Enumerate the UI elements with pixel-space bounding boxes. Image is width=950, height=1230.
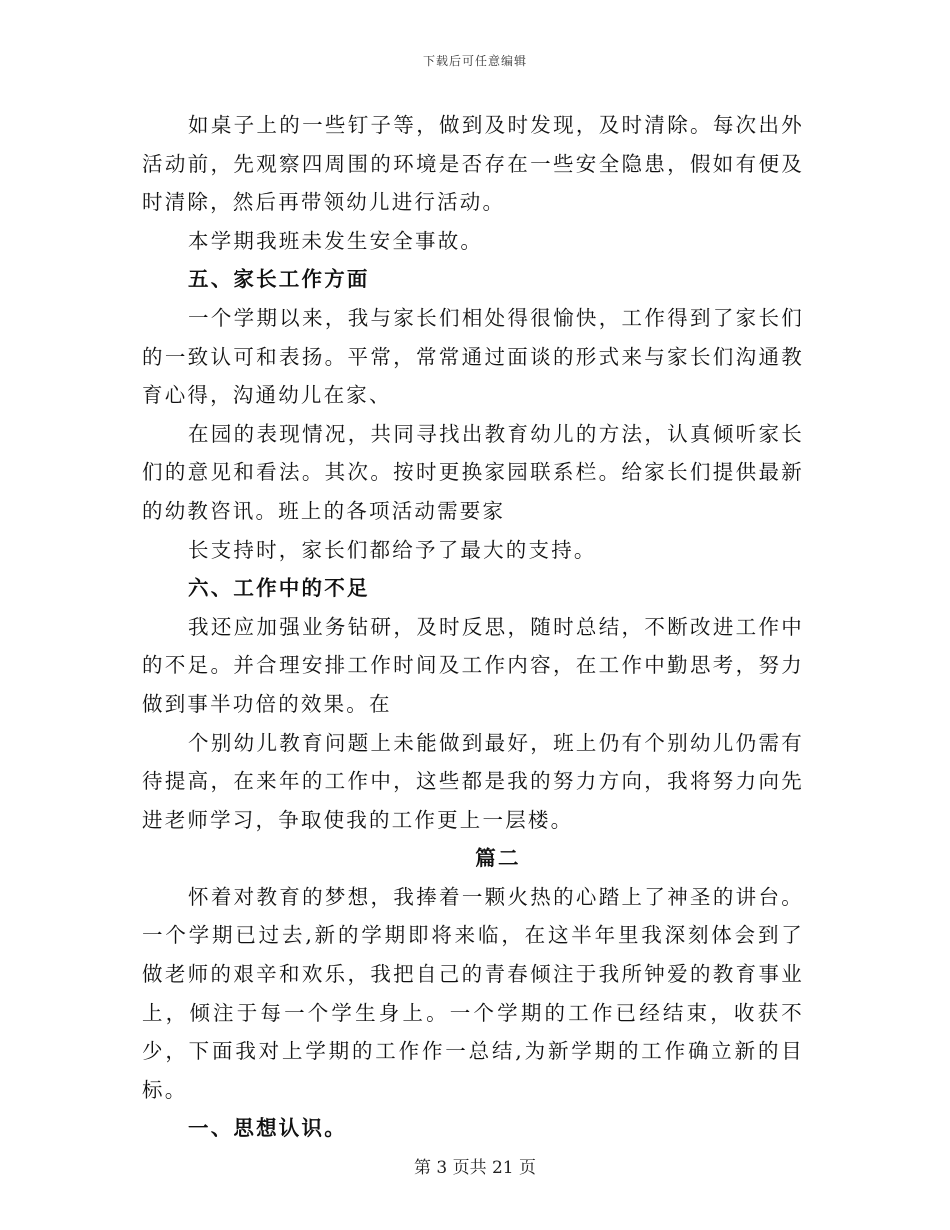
paragraph-improvement: 我还应加强业务钻研，及时反思，随时总结，不断改进工作中的不足。并合理安排工作时间及工作内容，在工作中勤思考，努力做到事半功倍的效果。在 — [142, 614, 804, 716]
section-title-part-two: 篇二 — [475, 846, 521, 871]
paragraph-parent-relations: 一个学期以来，我与家长们相处得很愉快，工作得到了家长们的一致认可和表扬。平常，常常通过面谈的形式来与家长们沟通教育心得，沟通幼儿在家、 — [142, 305, 804, 408]
document-body — [142, 106, 804, 1148]
page-footer: 第 3 页共 21 页 — [413, 1158, 537, 1178]
heading-shortcomings: 六、工作中的不足 — [188, 576, 370, 601]
heading-ideology: 一、思想认识。 — [188, 1116, 347, 1141]
paragraph-safety-check: 如桌子上的一些钉子等，做到及时发现，及时清除。每次出外活动前，先观察四周围的环境是否存在一些安全隐患，假如有便及时清除，然后再带领幼儿进行活动。 — [142, 113, 804, 215]
paragraph-parent-support: 长支持时，家长们都给予了最大的支持。 — [188, 537, 597, 562]
paragraph-future-direction: 个别幼儿教育问题上未能做到最好，班上仍有个别幼儿仍需有待提高，在来年的工作中，这些都是我的努力方向，我将努力向先进老师学习，争取使我的工作更上一层楼。 — [142, 730, 804, 832]
heading-parent-work: 五、家长工作方面 — [188, 267, 370, 292]
page-header: 下载后可任意编辑 — [422, 54, 527, 68]
paragraph-parent-communication: 在园的表现情况，共同寻找出教育幼儿的方法，认真倾听家长们的意见和看法。其次。按时更换家园联系栏。给家长们提供最新的幼教咨讯。班上的各项活动需要家 — [142, 421, 804, 523]
paragraph-no-accident: 本学期我班未发生安全事故。 — [188, 228, 484, 253]
paragraph-intro-part-two: 怀着对教育的梦想，我捧着一颗火热的心踏上了神圣的讲台。一个学期已过去,新的学期即将来临，在这半年里我深刻体会到了做老师的艰辛和欢乐，我把自己的青春倾注于我所钟爱的教育事业上，倾注于每一个学生身上。一个学期的工作已经结束，收获不少，下面我对上学期的工作作一总结,为新学期的工作确立新的目标。 — [142, 884, 804, 1102]
